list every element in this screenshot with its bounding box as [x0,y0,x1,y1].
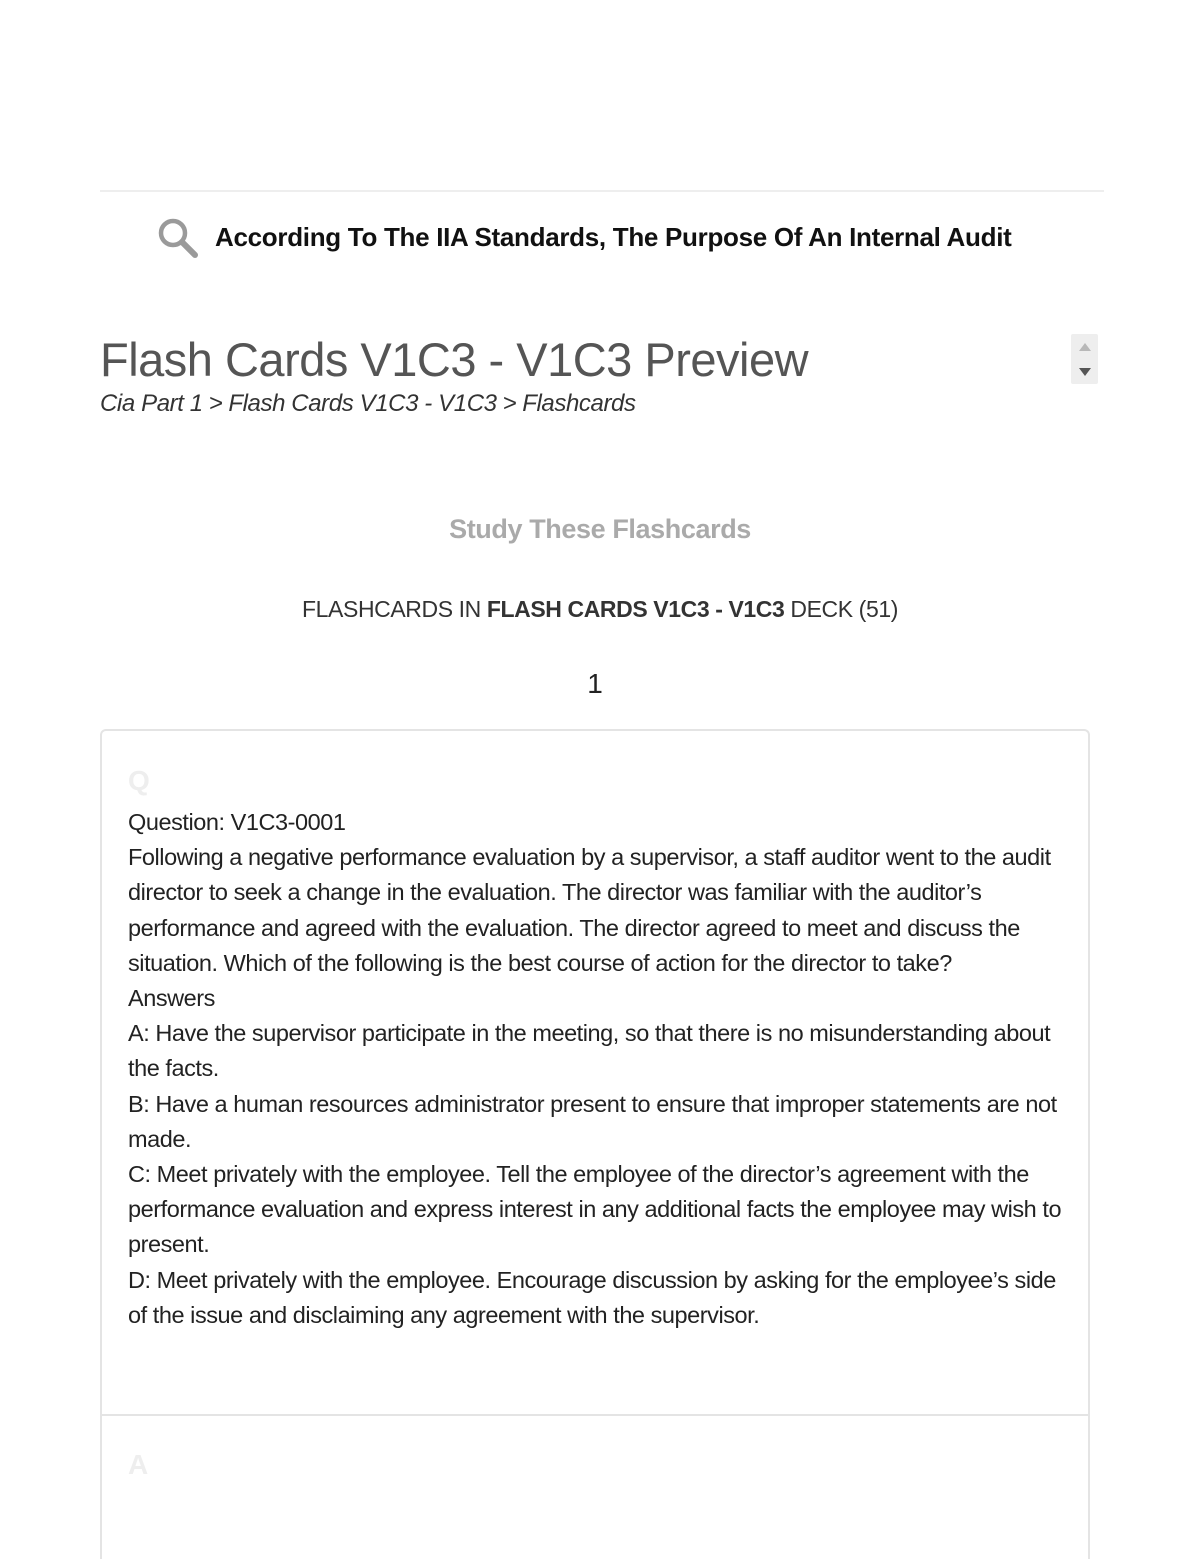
question-label: Q [128,765,150,796]
breadcrumb [100,390,636,418]
card-divider [102,1414,1088,1416]
breadcrumb-item-deck[interactable]: Flash Cards V1C3 - V1C3 [228,390,497,417]
study-flashcards-link[interactable]: Study These Flashcards [449,514,751,544]
question-id: Question: V1C3-0001 [128,809,346,835]
search-bar [155,214,1035,260]
page-title: Flash Cards V1C3 - V1C3 Preview [100,333,809,386]
chevron-down-icon[interactable] [1071,359,1098,384]
top-divider [100,190,1104,192]
question-body [128,805,1068,1333]
deck-name: FLASH CARDS V1C3 - V1C3 [486,596,785,622]
deck-count: DECK (51) [790,596,898,622]
deck-heading [0,596,1200,623]
breadcrumb-item-cia-part-1[interactable]: Cia Part 1 [100,390,203,417]
flashcard[interactable] [100,729,1090,1559]
answer-option-b: B: Have a human resources administrator present to ensure that improper statements are not made. [128,1090,1057,1152]
breadcrumb-separator: > [208,390,223,417]
answers-heading: Answers [128,985,215,1012]
answer-option-a: A: Have the supervisor participate in the meeting, so that there is no misunderstanding about the facts. [128,1020,1051,1082]
scroll-spinner[interactable] [1071,334,1098,384]
answer-option-c: C: Meet privately with the employee. Tell the employee of the director’s agreement with the performance evaluation and express interest in any additional facts the employee may wish to present. [128,1161,1062,1258]
deck-heading-prefix: FLASHCARDS IN [302,596,481,622]
answer-label: A [128,1449,149,1480]
breadcrumb-item-flashcards[interactable]: Flashcards [522,390,636,417]
answer-option-d: D: Meet privately with the employee. Encourage discussion by asking for the employee’s side of the issue and disclaiming any agreement with the supervisor. [128,1266,1056,1328]
search-input[interactable] [215,222,1027,253]
question-text: Following a negative performance evaluation by a supervisor, a staff auditor went to the audit director to seek a change in the evaluation. The director was familiar with the auditor’s performance and agreed with the evaluation. The director agreed to meet and discuss the situation. Which of the following is the best course of action for the director to take? [128,844,1051,976]
breadcrumb-separator: > [502,390,517,417]
search-icon[interactable] [155,215,199,259]
chevron-up-icon[interactable] [1071,334,1098,359]
card-number: 1 [587,668,603,699]
